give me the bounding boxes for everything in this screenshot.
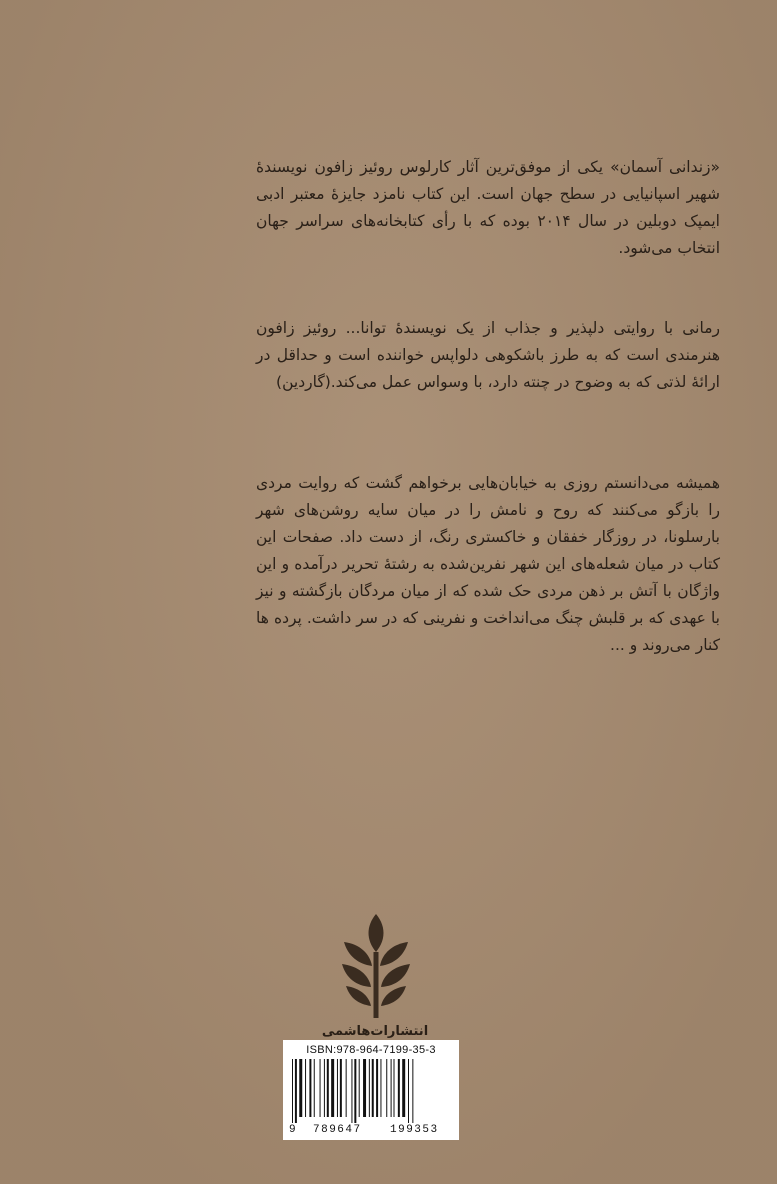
barcode — [283, 1040, 459, 1140]
barcode-bar — [380, 1059, 381, 1117]
barcode-bar — [408, 1059, 409, 1123]
barcode-bar — [305, 1059, 306, 1117]
barcode-bar — [299, 1059, 302, 1117]
barcode-bar — [337, 1059, 338, 1117]
barcode-bar — [327, 1059, 329, 1117]
barcode-bar — [340, 1059, 342, 1117]
barcode-bar — [331, 1059, 334, 1117]
blurb-text-2: رمانی با روایتی دلپذیر و جذاب از یک نویسندهٔ توانا... روئیز زافون هنرمندی است که به طرز باشکوهی دلواپس خواننده است و حداقل در ارائهٔ لذتی که به وضوح در چنته دارد، با وسواس عمل می‌کند.(گاردین) — [256, 319, 720, 391]
isbn-label: ISBN:978-964-7199-35-3 — [306, 1044, 436, 1056]
barcode-digits — [289, 1123, 453, 1137]
barcode-bar — [386, 1059, 387, 1117]
barcode-digit-first: 9 — [289, 1124, 296, 1136]
tree-leaf-icon — [336, 912, 416, 1022]
barcode-bar — [309, 1059, 311, 1117]
barcode-bar — [295, 1059, 297, 1123]
blurb-paragraph-3 — [256, 470, 720, 659]
blurb-text-1: «زندانی آسمان» یکی از موفق‌ترین آثار کارلوس روئیز زافون نویسندهٔ شهیر اسپانیایی در سطح جهان است. این کتاب نامزد جایزهٔ معتبر ادبی ایمپک دوبلین در سال ۲۰۱۴ بوده که با رأی کتابخانه‌های سراسر جهان انتخاب می‌شود. — [256, 158, 720, 257]
barcode-bar — [314, 1059, 315, 1117]
barcode-bar — [292, 1059, 293, 1123]
barcode-bar — [359, 1059, 360, 1117]
blurb-paragraph-1 — [256, 154, 720, 262]
barcode-bars — [289, 1059, 453, 1123]
barcode-bar — [320, 1059, 321, 1117]
barcode-bar — [369, 1059, 370, 1117]
barcode-bar — [394, 1059, 395, 1117]
barcode-digits-left: 789647 — [313, 1124, 362, 1136]
blurb-text-3: همیشه می‌دانستم روزی به خیابان‌هایی برخواهم گشت که روایت مردی را بازگو می‌کنند که روح و نامش را در میان سایه روشن‌های شهر بارسلونا، در روزگار خفقان و خاکستری رنگ، از دست داد. صفحات این کتاب در میان شعله‌های این شهر نفرین‌شده به رشتهٔ تحریر درآمده و این واژگان با آتش بر ذهن مردی حک شده که از میان مردگان بازگشته و نیز با عهدی که بر قلبش چنگ می‌انداخت و نفرینی که در سر داشت. پرده ها کنار می‌روند و ... — [256, 474, 720, 654]
barcode-bar — [324, 1059, 325, 1117]
barcode-bar — [351, 1059, 352, 1123]
barcode-digits-right: 199353 — [390, 1124, 439, 1136]
barcode-bar — [412, 1059, 413, 1123]
barcode-bar — [391, 1059, 392, 1117]
barcode-bar — [402, 1059, 405, 1117]
barcode-bar — [346, 1059, 347, 1117]
publisher-name: انتشارات‌هاشمی — [321, 1024, 429, 1039]
blurb-paragraph-2 — [256, 315, 720, 396]
barcode-bar — [363, 1059, 366, 1117]
barcode-bar — [398, 1059, 400, 1117]
barcode-bar — [372, 1059, 374, 1117]
barcode-bar — [376, 1059, 378, 1117]
barcode-bar — [354, 1059, 356, 1123]
